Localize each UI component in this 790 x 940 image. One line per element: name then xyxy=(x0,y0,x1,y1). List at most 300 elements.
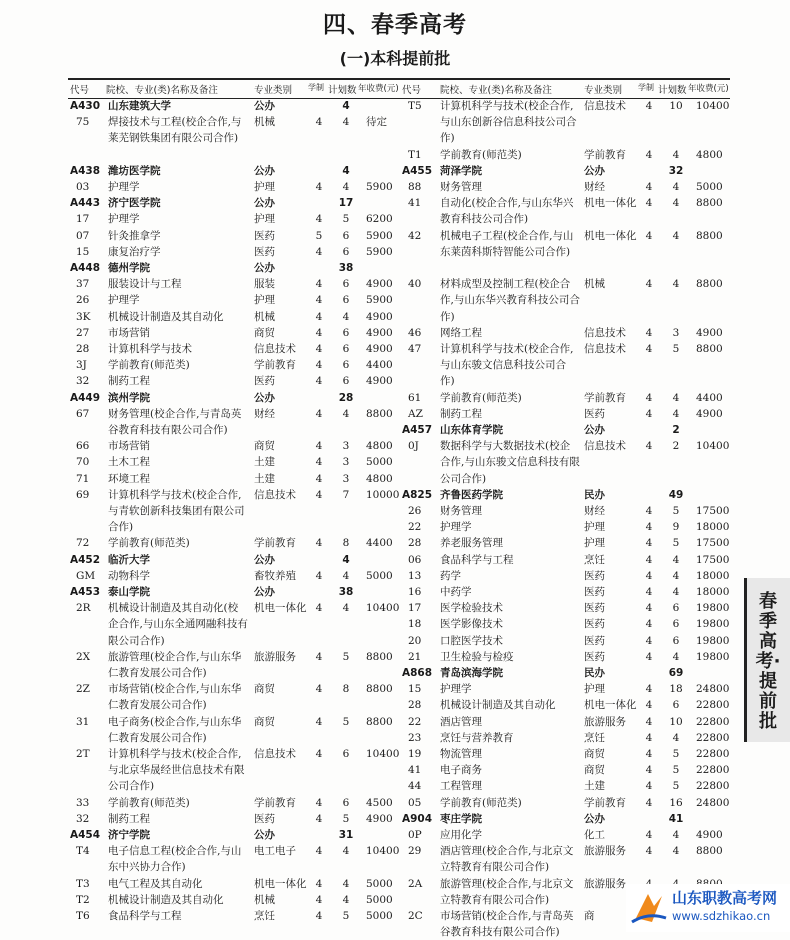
table-left-column xyxy=(68,98,402,932)
major-plan: 6 xyxy=(672,618,680,631)
school-type: 公办 xyxy=(584,812,605,825)
header-name: 院校、专业(类)名称及备注 xyxy=(440,85,552,96)
school-row xyxy=(68,195,402,211)
major-category: 旅游服务 xyxy=(584,715,626,728)
header-category: 专业类别 xyxy=(584,85,623,96)
major-row xyxy=(68,228,402,244)
school-row xyxy=(68,827,402,843)
major-name: 药学 xyxy=(440,569,461,582)
major-code: 41 xyxy=(408,197,422,210)
major-fee: 19800 xyxy=(696,650,730,663)
major-fee: 8800 xyxy=(366,650,393,663)
major-years: 4 xyxy=(645,278,653,291)
school-row xyxy=(400,665,732,681)
school-row xyxy=(68,552,402,568)
major-fee: 5000 xyxy=(366,877,393,890)
major-code: 66 xyxy=(76,440,90,453)
major-plan: 4 xyxy=(342,893,350,906)
major-years: 4 xyxy=(315,440,323,453)
major-name: 学前教育(师范类) xyxy=(108,796,190,809)
major-fee: 18000 xyxy=(696,569,730,582)
major-row xyxy=(400,827,732,843)
school-type: 公办 xyxy=(584,164,605,177)
school-plan-total: 17 xyxy=(338,197,354,210)
major-years: 4 xyxy=(315,359,323,372)
school-type: 公办 xyxy=(254,586,275,598)
major-years: 4 xyxy=(315,456,323,469)
major-years: 4 xyxy=(315,845,323,858)
major-fee: 10000 xyxy=(366,488,400,501)
major-category: 护理 xyxy=(584,683,605,696)
major-fee: 4800 xyxy=(366,472,393,485)
major-category: 土建 xyxy=(254,456,275,469)
major-years: 4 xyxy=(645,829,653,841)
major-years: 4 xyxy=(645,618,653,631)
school-type: 民办 xyxy=(584,488,605,501)
school-code: A904 xyxy=(402,812,433,825)
major-fee: 5000 xyxy=(366,893,393,906)
major-category: 护理 xyxy=(254,213,275,226)
school-plan-total: 4 xyxy=(342,164,350,177)
major-name: 计算机科学与技术(校企合作,与山东创新谷信息科技公司合作) xyxy=(440,100,577,145)
major-name: 酒店管理(校企合作,与北京文立特教育有限公司合作) xyxy=(440,845,574,874)
major-row xyxy=(400,535,732,551)
table-right-column xyxy=(400,98,732,939)
school-name: 枣庄学院 xyxy=(440,812,482,825)
major-plan: 10 xyxy=(669,715,683,728)
major-row xyxy=(400,325,732,341)
major-category: 学前教育 xyxy=(584,796,626,809)
school-plan-total: 69 xyxy=(668,667,684,679)
major-category: 医药 xyxy=(584,602,605,615)
school-code: A457 xyxy=(402,424,433,436)
major-plan: 5 xyxy=(342,650,350,663)
major-row xyxy=(400,406,732,422)
major-category: 财经 xyxy=(584,505,605,517)
school-plan-total: 4 xyxy=(342,100,350,112)
major-category: 信息技术 xyxy=(254,488,296,501)
school-type: 公办 xyxy=(584,424,605,436)
major-fee: 4400 xyxy=(696,391,723,404)
major-category: 商贸 xyxy=(584,748,605,760)
major-code: 70 xyxy=(76,456,90,469)
major-code: 42 xyxy=(408,229,422,242)
major-fee: 10400 xyxy=(696,440,730,453)
major-category: 畜牧养殖 xyxy=(254,569,296,582)
major-code: 2A xyxy=(408,877,423,890)
major-category: 护理 xyxy=(584,521,605,534)
major-category: 医药 xyxy=(584,586,605,598)
major-category: 医药 xyxy=(584,407,605,420)
major-category: 机械 xyxy=(254,893,275,906)
major-row xyxy=(68,892,402,908)
major-plan: 5 xyxy=(342,213,350,226)
major-name: 学前教育(师范类) xyxy=(108,537,190,550)
major-name: 市场营销 xyxy=(108,326,150,339)
major-category: 医药 xyxy=(584,569,605,582)
major-category: 土建 xyxy=(254,472,275,485)
major-category: 烹饪 xyxy=(254,910,275,922)
school-type: 公办 xyxy=(254,553,275,566)
major-code: T3 xyxy=(76,877,90,890)
major-category: 护理 xyxy=(584,537,605,550)
major-category: 机电一体化 xyxy=(584,699,637,712)
school-row xyxy=(68,163,402,179)
major-name: 养老服务管理 xyxy=(440,537,503,550)
major-years: 4 xyxy=(645,748,653,760)
major-years: 4 xyxy=(315,181,323,193)
major-years: 4 xyxy=(645,586,653,598)
major-years: 4 xyxy=(645,764,653,777)
major-row xyxy=(68,211,402,227)
major-category: 机电一体化 xyxy=(584,229,637,242)
major-fee: 4900 xyxy=(366,326,393,339)
major-code: 88 xyxy=(408,181,422,193)
major-category: 土建 xyxy=(584,780,605,793)
major-fee: 22800 xyxy=(696,715,730,728)
major-category: 机电一体化 xyxy=(584,197,637,210)
major-row xyxy=(400,341,732,390)
school-name: 菏泽学院 xyxy=(440,164,482,177)
major-years: 4 xyxy=(645,343,653,355)
school-name: 济宁医学院 xyxy=(108,197,161,210)
major-fee: 24800 xyxy=(696,683,730,696)
major-category: 医药 xyxy=(584,650,605,663)
school-plan-total: 38 xyxy=(338,586,354,598)
major-code: 28 xyxy=(76,343,90,355)
major-category: 学前教育 xyxy=(254,359,296,372)
major-years: 4 xyxy=(645,100,653,112)
major-plan: 4 xyxy=(672,586,680,598)
table-header-right xyxy=(400,78,730,99)
major-category: 旅游服务 xyxy=(584,877,626,890)
major-category: 财经 xyxy=(254,407,275,420)
major-name: 电子商务 xyxy=(440,764,482,777)
major-name: 旅游管理(校企合作,与山东华仁教育发展公司合作) xyxy=(108,650,242,679)
major-fee: 18000 xyxy=(696,521,730,534)
major-code: 2C xyxy=(408,910,423,922)
major-plan: 10 xyxy=(669,100,683,112)
major-code: T4 xyxy=(76,845,90,858)
major-category: 机械 xyxy=(584,278,605,291)
school-plan-total: 4 xyxy=(342,553,350,566)
major-fee: 5000 xyxy=(366,910,393,922)
major-row xyxy=(68,535,402,551)
major-code: AZ xyxy=(408,407,423,420)
watermark-url: www.sdzhikao.cn xyxy=(672,909,771,923)
major-fee: 5000 xyxy=(696,181,723,193)
major-code: 17 xyxy=(408,602,422,615)
major-row xyxy=(400,714,732,730)
school-code: A454 xyxy=(70,829,101,841)
major-fee: 19800 xyxy=(696,618,730,631)
major-category: 学前教育 xyxy=(584,391,626,404)
major-category: 医药 xyxy=(254,375,275,388)
major-category: 学前教育 xyxy=(254,796,296,809)
school-plan-total: 32 xyxy=(668,164,684,177)
major-category: 旅游服务 xyxy=(584,845,626,858)
major-code: 03 xyxy=(76,181,90,193)
major-plan: 4 xyxy=(672,278,680,291)
major-name: 计算机科学与技术(校企合作,与山东骏文信息科技公司合作) xyxy=(440,343,574,388)
major-code: T1 xyxy=(408,148,422,161)
major-row xyxy=(68,487,402,536)
major-name: 机械设计制造及其自动化(校企合作,与山东全通网融科技有限公司合作) xyxy=(108,602,248,647)
major-name: 财务管理 xyxy=(440,181,482,193)
major-fee: 10400 xyxy=(366,845,400,858)
major-category: 化工 xyxy=(584,829,605,841)
school-code: A448 xyxy=(70,262,101,274)
major-code: 31 xyxy=(76,715,90,728)
school-type: 民办 xyxy=(584,667,605,679)
major-category: 商贸 xyxy=(254,715,275,728)
major-row xyxy=(400,649,732,665)
major-years: 4 xyxy=(315,683,323,696)
header-years: 学制 xyxy=(638,83,654,92)
major-name: 电子商务(校企合作,与山东华仁教育发展公司合作) xyxy=(108,715,242,744)
major-code: 05 xyxy=(408,796,422,809)
major-code: 2Z xyxy=(76,683,90,696)
school-name: 济宁学院 xyxy=(108,829,150,841)
major-code: 0J xyxy=(408,440,419,453)
major-fee: 4900 xyxy=(366,310,393,323)
major-category: 信息技术 xyxy=(254,343,296,355)
major-row xyxy=(400,762,732,778)
major-code: 19 xyxy=(408,748,422,760)
major-plan: 4 xyxy=(342,116,350,129)
major-code: 06 xyxy=(408,553,422,566)
major-code: T2 xyxy=(76,893,90,906)
major-category: 机电一体化 xyxy=(254,877,307,890)
major-category: 医药 xyxy=(254,229,275,242)
major-code: 41 xyxy=(408,764,422,777)
major-plan: 2 xyxy=(672,440,680,453)
major-name: 电子信息工程(校企合作,与山东中兴协力合作) xyxy=(108,845,242,874)
major-name: 计算机科学与技术(校企合作,与青软创新科技集团有限公司合作) xyxy=(108,488,245,534)
school-row xyxy=(400,163,732,179)
major-category: 信息技术 xyxy=(584,100,626,112)
major-row xyxy=(400,568,732,584)
major-row xyxy=(400,195,732,227)
major-fee: 19800 xyxy=(696,602,730,615)
major-code: 15 xyxy=(408,683,422,696)
major-fee: 22800 xyxy=(696,731,730,744)
major-category: 医药 xyxy=(254,812,275,825)
major-plan: 4 xyxy=(672,197,680,210)
school-code: A449 xyxy=(70,391,101,404)
major-name: 学前教育(师范类) xyxy=(440,148,522,161)
major-fee: 10400 xyxy=(696,100,730,112)
major-code: 28 xyxy=(408,537,422,550)
major-fee: 17500 xyxy=(696,537,730,550)
major-row xyxy=(68,795,402,811)
school-code: A868 xyxy=(402,667,433,679)
major-name: 医学检验技术 xyxy=(440,602,503,615)
major-plan: 8 xyxy=(342,537,350,550)
major-row xyxy=(68,649,402,681)
major-category: 护理 xyxy=(254,294,275,307)
major-plan: 4 xyxy=(672,148,680,161)
major-code: 29 xyxy=(408,845,422,858)
major-category: 财经 xyxy=(584,181,605,193)
major-plan: 4 xyxy=(672,181,680,193)
major-name: 制药工程 xyxy=(108,375,150,388)
major-name: 酒店管理 xyxy=(440,715,482,728)
header-plan: 计划数 xyxy=(658,85,687,96)
major-row xyxy=(400,438,732,487)
major-code: 61 xyxy=(408,391,422,404)
side-tab-label: 春季高考·提前批 xyxy=(755,591,781,732)
major-fee: 22800 xyxy=(696,764,730,777)
major-plan: 6 xyxy=(342,343,350,355)
major-years: 4 xyxy=(315,294,323,307)
major-plan: 7 xyxy=(342,488,350,501)
major-plan: 4 xyxy=(672,553,680,566)
major-code: 17 xyxy=(76,213,90,226)
major-fee: 17500 xyxy=(696,553,730,566)
major-plan: 4 xyxy=(342,877,350,890)
major-code: 26 xyxy=(76,294,90,307)
major-years: 4 xyxy=(645,780,653,793)
school-code: A430 xyxy=(70,100,101,112)
major-name: 服装设计与工程 xyxy=(108,278,182,291)
major-years: 4 xyxy=(315,213,323,226)
major-code: 69 xyxy=(76,488,90,501)
major-name: 工程管理 xyxy=(440,780,482,793)
major-plan: 16 xyxy=(669,796,683,809)
school-name: 滨州学院 xyxy=(108,391,150,404)
major-years: 4 xyxy=(645,569,653,582)
school-row xyxy=(400,487,732,503)
school-row xyxy=(400,811,732,827)
major-years: 4 xyxy=(315,488,323,501)
major-plan: 4 xyxy=(342,181,350,193)
major-years: 4 xyxy=(645,440,653,453)
major-name: 学前教育(师范类) xyxy=(440,796,522,809)
school-row xyxy=(68,390,402,406)
major-fee: 4900 xyxy=(696,326,723,339)
major-years: 4 xyxy=(315,893,323,906)
school-code: A825 xyxy=(402,488,433,501)
major-fee: 8800 xyxy=(696,197,723,210)
school-name: 齐鲁医药学院 xyxy=(440,488,503,501)
major-row xyxy=(400,519,732,535)
major-name: 土木工程 xyxy=(108,456,150,469)
major-code: GM xyxy=(76,569,96,582)
major-code: 0P xyxy=(408,829,422,841)
major-fee: 24800 xyxy=(696,796,730,809)
major-years: 4 xyxy=(645,181,653,193)
header-code: 代号 xyxy=(70,85,90,96)
major-fee: 6200 xyxy=(366,213,393,226)
major-code: 75 xyxy=(76,116,90,129)
school-plan-total: 28 xyxy=(338,391,354,404)
major-category: 机电一体化 xyxy=(254,602,307,615)
major-years: 4 xyxy=(315,310,323,323)
major-years: 4 xyxy=(315,245,323,258)
major-fee: 18000 xyxy=(696,586,730,598)
major-plan: 4 xyxy=(342,407,350,420)
major-row xyxy=(400,600,732,616)
major-plan: 5 xyxy=(672,764,680,777)
major-name: 市场营销(校企合作,与青岛英谷教育科技有限公司合作) xyxy=(440,910,574,939)
major-years: 4 xyxy=(315,116,323,129)
major-category: 烹饪 xyxy=(584,553,605,566)
major-years: 5 xyxy=(315,229,323,242)
major-years: 4 xyxy=(645,197,653,210)
major-years: 4 xyxy=(315,748,323,760)
major-name: 中药学 xyxy=(440,586,472,598)
school-code: A455 xyxy=(402,164,433,177)
major-name: 学前教育(师范类) xyxy=(440,391,522,404)
major-row xyxy=(68,325,402,341)
major-row xyxy=(68,292,402,308)
major-row xyxy=(68,681,402,713)
major-category: 医药 xyxy=(584,634,605,647)
major-years: 4 xyxy=(315,650,323,663)
major-years: 4 xyxy=(315,472,323,485)
major-name: 市场营销(校企合作,与山东华仁教育发展公司合作) xyxy=(108,683,242,712)
major-name: 市场营销 xyxy=(108,440,150,453)
major-code: T5 xyxy=(408,100,422,112)
major-fee: 4800 xyxy=(366,440,393,453)
major-category: 学前教育 xyxy=(254,537,296,550)
major-fee: 8800 xyxy=(696,343,723,355)
school-type: 公办 xyxy=(254,197,275,210)
major-fee: 10400 xyxy=(366,602,400,615)
major-plan: 6 xyxy=(672,634,680,647)
major-name: 护理学 xyxy=(108,181,140,193)
table-header-left xyxy=(68,78,402,99)
major-years: 4 xyxy=(315,326,323,339)
major-row xyxy=(68,244,402,260)
major-name: 机械电子工程(校企合作,与山东莱茵科斯特智能公司合作) xyxy=(440,229,574,258)
major-fee: 8800 xyxy=(366,407,393,420)
major-plan: 5 xyxy=(672,748,680,760)
major-plan: 4 xyxy=(672,391,680,404)
major-plan: 3 xyxy=(342,456,350,469)
major-code: 47 xyxy=(408,343,422,355)
major-years: 4 xyxy=(645,521,653,534)
major-code: 18 xyxy=(408,618,422,631)
major-row xyxy=(400,778,732,794)
major-category: 商贸 xyxy=(254,440,275,453)
major-years: 4 xyxy=(645,602,653,615)
major-years: 4 xyxy=(645,505,653,517)
major-fee: 5900 xyxy=(366,229,393,242)
major-row xyxy=(400,795,732,811)
major-name: 机械设计制造及其自动化 xyxy=(108,893,224,906)
school-code: A452 xyxy=(70,553,101,566)
watermark-site-name: 山东职教高考网 xyxy=(672,889,778,907)
school-type: 公办 xyxy=(254,100,275,112)
major-name: 计算机科学与技术 xyxy=(108,343,192,355)
major-code: 3J xyxy=(76,359,87,372)
major-plan: 4 xyxy=(672,829,680,841)
school-row xyxy=(68,260,402,276)
major-name: 针灸推拿学 xyxy=(108,229,161,242)
major-code: 2T xyxy=(76,748,90,760)
major-name: 制药工程 xyxy=(108,812,150,825)
major-row xyxy=(400,633,732,649)
major-row xyxy=(68,341,402,357)
major-plan: 4 xyxy=(672,845,680,858)
major-category: 电工电子 xyxy=(254,845,296,858)
major-years: 4 xyxy=(645,845,653,858)
major-plan: 6 xyxy=(342,278,350,291)
major-years: 4 xyxy=(315,602,323,615)
major-code: 15 xyxy=(76,245,90,258)
